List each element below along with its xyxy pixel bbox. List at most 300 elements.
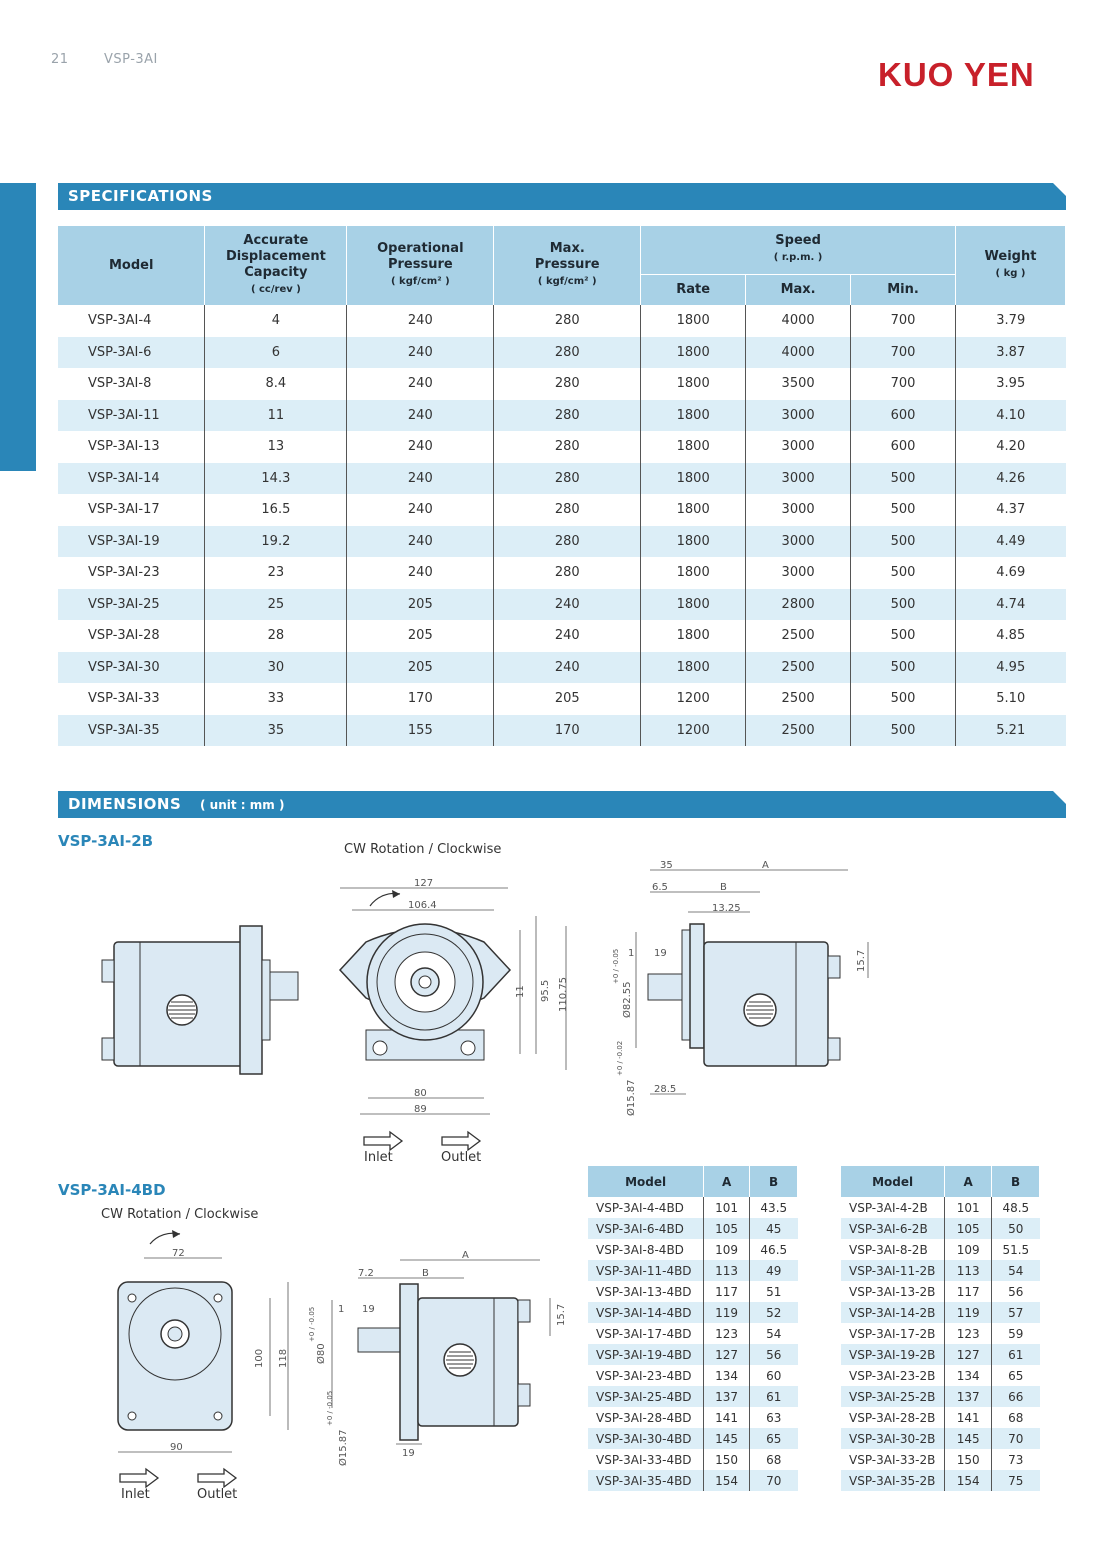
- variant-4bd-title: VSP-3AI-4BD: [58, 1181, 166, 1199]
- table-cell: 240: [347, 494, 494, 526]
- pump-2b-front-view: [330, 870, 590, 1130]
- table-cell: VSP-3AI-8-4BD: [596, 1242, 684, 1257]
- table-cell: 240: [347, 557, 494, 589]
- table-cell: VSP-3AI-4-4BD: [596, 1200, 684, 1215]
- table-cell: VSP-3AI-28: [58, 620, 205, 652]
- dim-106-4: 106.4: [408, 900, 437, 911]
- table-cell: 4.10: [955, 400, 1065, 432]
- dim-13-25: 13.25: [712, 903, 741, 914]
- dim-6-5: 6.5: [652, 882, 668, 893]
- dim-1: 1: [628, 948, 635, 959]
- table-cell: 500: [851, 526, 956, 558]
- table-cell: VSP-3AI-17: [58, 494, 205, 526]
- table-cell: 101: [945, 1197, 992, 1218]
- table-cell: VSP-3AI-4-2B: [849, 1200, 928, 1215]
- table-cell: 240: [347, 368, 494, 400]
- table-cell: 57: [992, 1302, 1040, 1323]
- table-row: [588, 1302, 798, 1323]
- dim-100: 100: [254, 1348, 265, 1368]
- table-cell: 4.49: [955, 526, 1065, 558]
- pump-2b-side-view: [100, 920, 310, 1080]
- table-cell: 2500: [746, 652, 851, 684]
- col-model-4bd: Model: [588, 1166, 704, 1197]
- col-speed-min: Min.: [851, 274, 956, 305]
- table-cell: VSP-3AI-25-4BD: [588, 1386, 704, 1407]
- table-cell: 137: [704, 1386, 750, 1407]
- specifications-title: SPECIFICATIONS: [68, 187, 213, 205]
- dim-118: 118: [278, 1348, 289, 1368]
- table-cell: 2800: [746, 589, 851, 621]
- table-row: [588, 1281, 798, 1302]
- table-cell: 3.79: [996, 313, 1026, 329]
- table-cell: 43.5: [750, 1197, 798, 1218]
- dim-90: 90: [170, 1442, 183, 1453]
- table-cell: 13: [205, 431, 347, 463]
- table-cell: VSP-3AI-35-2B: [841, 1470, 945, 1491]
- dim-89: 89: [414, 1104, 427, 1115]
- table-cell: 23: [205, 557, 347, 589]
- table-cell: VSP-3AI-25: [58, 589, 205, 621]
- col-b-2b: B: [992, 1166, 1040, 1197]
- table-cell: 109: [945, 1239, 992, 1260]
- table-row: [58, 431, 1066, 463]
- table-cell: 61: [750, 1386, 798, 1407]
- table-cell: 4.69: [996, 565, 1026, 581]
- table-cell: VSP-3AI-6-4BD: [588, 1218, 704, 1239]
- table-cell: 35: [205, 715, 347, 747]
- col-speed: Speed ( r.p.m. ): [641, 226, 956, 274]
- table-cell: VSP-3AI-17-4BD: [596, 1326, 692, 1341]
- table-cell: 240: [347, 431, 494, 463]
- table-cell: 145: [704, 1428, 750, 1449]
- table-cell: 109: [704, 1239, 750, 1260]
- variant-2b-title: VSP-3AI-2B: [58, 832, 154, 850]
- table-cell: 1800: [641, 305, 746, 337]
- pump-4bd-front-view: [100, 1226, 310, 1466]
- variant-4bd-outlet-label: Outlet: [197, 1487, 238, 1502]
- table-cell: 500: [851, 620, 956, 652]
- table-row: [588, 1428, 798, 1449]
- dim-95-5: 95.5: [540, 979, 551, 1002]
- col-weight: Weight ( kg ): [955, 226, 1065, 305]
- dim-7-2: 7.2: [358, 1268, 374, 1279]
- table-cell: 240: [347, 400, 494, 432]
- table-cell: 154: [704, 1470, 750, 1491]
- table-cell: 240: [494, 620, 641, 652]
- table-cell: 1200: [641, 683, 746, 715]
- table-cell: 3000: [746, 494, 851, 526]
- table-cell: 14.3: [205, 463, 347, 495]
- col-max-pressure: Max. Pressure ( kgf/cm² ): [494, 226, 641, 305]
- table-row: [588, 1470, 798, 1491]
- table-cell: 240: [347, 526, 494, 558]
- table-cell: 105: [945, 1218, 992, 1239]
- col-model-2b: Model: [841, 1166, 945, 1197]
- table-cell: 1800: [641, 368, 746, 400]
- table-cell: 145: [945, 1428, 992, 1449]
- table-cell: 170: [347, 683, 494, 715]
- dim-82-55: Ø82.55: [622, 981, 633, 1018]
- table-row: [588, 1239, 798, 1260]
- col-speed-rate: Rate: [641, 274, 746, 305]
- table-cell: 1800: [641, 337, 746, 369]
- dim-15-7-4bd: 15.7: [556, 1303, 567, 1326]
- page-number: 21: [51, 52, 69, 67]
- dim-110-75: 110.75: [558, 977, 569, 1012]
- dim-72: 72: [172, 1248, 185, 1259]
- table-cell: 280: [494, 526, 641, 558]
- table-cell: VSP-3AI-8: [58, 368, 205, 400]
- table-row: [58, 652, 1066, 684]
- table-cell: 205: [347, 652, 494, 684]
- dim-80-4bd: Ø80: [316, 1343, 327, 1364]
- col-model: Model: [58, 226, 205, 305]
- table-cell: VSP-3AI-14: [58, 463, 205, 495]
- table-row: [588, 1323, 798, 1344]
- table-cell: VSP-3AI-4: [58, 305, 205, 337]
- table-cell: 280: [494, 305, 641, 337]
- table-cell: 137: [945, 1386, 992, 1407]
- table-cell: VSP-3AI-28-2B: [849, 1410, 936, 1425]
- dim-11: 11: [515, 985, 526, 998]
- table-cell: VSP-3AI-19-2B: [841, 1344, 945, 1365]
- table-row: [58, 589, 1066, 621]
- table-row: [841, 1386, 1040, 1407]
- table-cell: 16.5: [205, 494, 347, 526]
- dim-a-4bd: A: [462, 1250, 469, 1261]
- table-cell: 141: [945, 1407, 992, 1428]
- table-cell: 205: [494, 683, 641, 715]
- table-cell: 56: [750, 1344, 798, 1365]
- table-cell: 52: [750, 1302, 798, 1323]
- table-cell: 127: [945, 1344, 992, 1365]
- table-cell: VSP-3AI-33-4BD: [596, 1452, 692, 1467]
- table-row: [58, 368, 1066, 400]
- table-cell: 2500: [746, 715, 851, 747]
- table-row: [58, 463, 1066, 495]
- table-cell: 25: [205, 589, 347, 621]
- col-operational-pressure: Operational Pressure ( kgf/cm² ): [347, 226, 494, 305]
- table-cell: 101: [704, 1197, 750, 1218]
- table-cell: 105: [704, 1218, 750, 1239]
- table-cell: 4.74: [955, 589, 1065, 621]
- table-cell: 5.10: [996, 691, 1026, 707]
- table-cell: 56: [992, 1281, 1040, 1302]
- kuo-yen-logo: [876, 54, 1060, 94]
- dim-15-7: 15.7: [856, 949, 867, 972]
- table-row: [588, 1407, 798, 1428]
- table-cell: 700: [851, 305, 956, 337]
- table-cell: VSP-3AI-19: [58, 526, 205, 558]
- table-row: [841, 1260, 1040, 1281]
- table-cell: 117: [945, 1281, 992, 1302]
- table-cell: 134: [704, 1365, 750, 1386]
- table-cell: 3.95: [996, 376, 1026, 392]
- table-cell: 3.87: [955, 337, 1065, 369]
- table-cell: 60: [750, 1365, 798, 1386]
- table-row: [588, 1197, 798, 1218]
- table-cell: VSP-3AI-25-2B: [841, 1386, 945, 1407]
- variant-2b-rotation: CW Rotation / Clockwise: [344, 842, 502, 857]
- table-cell: 70: [992, 1428, 1040, 1449]
- dim-a: A: [762, 860, 769, 871]
- variant-2b-outlet-label: Outlet: [441, 1150, 482, 1165]
- table-row: [841, 1470, 1040, 1491]
- table-cell: VSP-3AI-8-2B: [849, 1242, 928, 1257]
- table-cell: VSP-3AI-11-2B: [841, 1260, 945, 1281]
- table-cell: 50: [992, 1218, 1040, 1239]
- table-cell: 134: [945, 1365, 992, 1386]
- table-cell: 1800: [641, 526, 746, 558]
- table-cell: VSP-3AI-28-4BD: [596, 1410, 692, 1425]
- tol-82-55: +0 / -0.05: [612, 948, 620, 984]
- table-row: [588, 1386, 798, 1407]
- dim-80: 80: [414, 1088, 427, 1099]
- dim-19: 19: [654, 948, 667, 959]
- dimensions-title: DIMENSIONS: [68, 795, 182, 813]
- col-speed-max: Max.: [746, 274, 851, 305]
- table-cell: 205: [347, 620, 494, 652]
- table-cell: 11: [205, 400, 347, 432]
- table-cell: 4000: [746, 305, 851, 337]
- dim-1-4bd: 1: [338, 1304, 345, 1315]
- table-cell: 240: [494, 589, 641, 621]
- table-cell: VSP-3AI-13: [58, 431, 205, 463]
- table-cell: 500: [851, 715, 956, 747]
- table-row: [841, 1197, 1040, 1218]
- table-cell: 155: [347, 715, 494, 747]
- table-cell: VSP-3AI-13-4BD: [596, 1284, 692, 1299]
- table-cell: 119: [704, 1302, 750, 1323]
- table-cell: VSP-3AI-30-4BD: [588, 1428, 704, 1449]
- table-cell: VSP-3AI-11: [58, 400, 205, 432]
- table-row: [841, 1344, 1040, 1365]
- table-cell: 150: [945, 1449, 992, 1470]
- table-cell: 51.5: [992, 1239, 1040, 1260]
- table-cell: VSP-3AI-19-4BD: [588, 1344, 704, 1365]
- table-cell: VSP-3AI-33-2B: [849, 1452, 936, 1467]
- table-cell: VSP-3AI-23-4BD: [596, 1368, 692, 1383]
- table-cell: 1800: [641, 431, 746, 463]
- table-row: [58, 683, 1066, 715]
- table-cell: 240: [494, 652, 641, 684]
- table-cell: 700: [851, 337, 956, 369]
- table-cell: 4000: [746, 337, 851, 369]
- table-cell: 54: [992, 1260, 1040, 1281]
- table-row: [58, 715, 1066, 747]
- table-cell: 3000: [746, 526, 851, 558]
- tol-80: +0 / -0.05: [308, 1306, 316, 1342]
- table-cell: 28: [205, 620, 347, 652]
- table-row: [58, 494, 1066, 526]
- table-cell: 3000: [746, 557, 851, 589]
- table-cell: 1800: [641, 463, 746, 495]
- col-b-4bd: B: [750, 1166, 798, 1197]
- table-cell: 280: [494, 337, 641, 369]
- table-cell: 3000: [746, 431, 851, 463]
- table-cell: 123: [945, 1323, 992, 1344]
- dim-b: B: [720, 882, 727, 893]
- table-row: [58, 620, 1066, 652]
- table-cell: 170: [494, 715, 641, 747]
- inlet-arrow-icon: [362, 1131, 406, 1151]
- table-cell: 240: [347, 305, 494, 337]
- table-cell: 2500: [746, 683, 851, 715]
- table-cell: 6: [205, 337, 347, 369]
- table-cell: 68: [750, 1449, 798, 1470]
- col-a-2b: A: [945, 1166, 992, 1197]
- inlet-arrow-icon: [118, 1468, 162, 1488]
- table-row: [841, 1239, 1040, 1260]
- table-row: [841, 1218, 1040, 1239]
- table-cell: 113: [704, 1260, 750, 1281]
- table-cell: 205: [347, 589, 494, 621]
- table-row: [588, 1365, 798, 1386]
- table-cell: 3000: [746, 463, 851, 495]
- dim-b-4bd: B: [422, 1268, 429, 1279]
- table-row: [58, 305, 1066, 337]
- table-cell: 68: [992, 1407, 1040, 1428]
- table-cell: VSP-3AI-14-4BD: [588, 1302, 704, 1323]
- dim-28-5: 28.5: [654, 1084, 677, 1095]
- dim-19-4bd: 19: [362, 1304, 375, 1315]
- pump-2b-right-view: [600, 850, 890, 1120]
- table-cell: 500: [851, 589, 956, 621]
- table-cell: VSP-3AI-30: [58, 652, 205, 684]
- table-cell: 141: [704, 1407, 750, 1428]
- table-cell: 66: [992, 1386, 1040, 1407]
- tol-15-87-4bd: +0 / -0.05: [326, 1390, 334, 1426]
- table-cell: 500: [851, 463, 956, 495]
- pump-4bd-side-view: [308, 1240, 578, 1475]
- table-cell: 48.5: [992, 1197, 1040, 1218]
- variant-4bd-rotation: CW Rotation / Clockwise: [101, 1207, 259, 1222]
- table-row: [58, 400, 1066, 432]
- table-cell: 150: [704, 1449, 750, 1470]
- table-cell: 4: [205, 305, 347, 337]
- table-cell: 1800: [641, 557, 746, 589]
- table-cell: 49: [750, 1260, 798, 1281]
- table-row: [841, 1365, 1040, 1386]
- table-cell: 1800: [641, 494, 746, 526]
- table-cell: 1800: [641, 400, 746, 432]
- table-row: [58, 526, 1066, 558]
- table-cell: 2500: [746, 620, 851, 652]
- table-cell: 59: [992, 1323, 1040, 1344]
- table-cell: 75: [992, 1470, 1040, 1491]
- table-row: [841, 1281, 1040, 1302]
- table-row: [588, 1218, 798, 1239]
- table-cell: VSP-3AI-33: [58, 683, 205, 715]
- table-cell: 70: [750, 1470, 798, 1491]
- table-cell: 46.5: [750, 1239, 798, 1260]
- outlet-arrow-icon: [196, 1468, 240, 1488]
- table-row: [58, 337, 1066, 369]
- col-a-4bd: A: [704, 1166, 750, 1197]
- table-row: [588, 1449, 798, 1470]
- table-cell: 280: [494, 431, 641, 463]
- table-cell: 63: [750, 1407, 798, 1428]
- table-row: [841, 1449, 1040, 1470]
- table-cell: 280: [494, 557, 641, 589]
- table-row: [588, 1344, 798, 1365]
- table-cell: VSP-3AI-6-2B: [841, 1218, 945, 1239]
- table-cell: VSP-3AI-30-2B: [841, 1428, 945, 1449]
- table-row: [841, 1407, 1040, 1428]
- table-cell: 4.26: [955, 463, 1065, 495]
- table-cell: 500: [851, 652, 956, 684]
- table-cell: 1200: [641, 715, 746, 747]
- variant-4bd-inlet-label: Inlet: [121, 1487, 150, 1502]
- dim-15-87-4bd: Ø15.87: [338, 1429, 349, 1466]
- outlet-arrow-icon: [440, 1131, 484, 1151]
- brand-text: KUO YEN: [878, 56, 1035, 93]
- table-cell: 240: [347, 463, 494, 495]
- table-cell: 154: [945, 1470, 992, 1491]
- table-cell: 5.21: [955, 715, 1065, 747]
- table-cell: 500: [851, 557, 956, 589]
- table-cell: 4.85: [996, 628, 1026, 644]
- table-cell: 280: [494, 494, 641, 526]
- table-cell: 1800: [641, 589, 746, 621]
- table-cell: 54: [750, 1323, 798, 1344]
- table-row: [841, 1428, 1040, 1449]
- table-row: [841, 1302, 1040, 1323]
- table-cell: VSP-3AI-17-2B: [849, 1326, 936, 1341]
- table-cell: VSP-3AI-35-4BD: [588, 1470, 704, 1491]
- table-cell: 600: [851, 400, 956, 432]
- table-cell: 700: [851, 368, 956, 400]
- table-cell: 117: [704, 1281, 750, 1302]
- table-cell: 280: [494, 463, 641, 495]
- table-cell: VSP-3AI-14-2B: [841, 1302, 945, 1323]
- table-cell: 65: [992, 1365, 1040, 1386]
- table-row: [588, 1260, 798, 1281]
- dim-35: 35: [660, 860, 673, 871]
- table-cell: 1800: [641, 652, 746, 684]
- dim-127: 127: [414, 878, 434, 889]
- page-model-label: VSP-3AI: [104, 52, 158, 67]
- table-cell: 4.20: [996, 439, 1026, 455]
- table-cell: 119: [945, 1302, 992, 1323]
- table-cell: 45: [750, 1218, 798, 1239]
- table-cell: 4.95: [955, 652, 1065, 684]
- table-cell: VSP-3AI-13-2B: [849, 1284, 936, 1299]
- dimensions-table-2b: [841, 1166, 1040, 1491]
- table-cell: 280: [494, 368, 641, 400]
- variant-2b-inlet-label: Inlet: [364, 1150, 393, 1165]
- table-cell: 240: [347, 337, 494, 369]
- table-cell: 127: [704, 1344, 750, 1365]
- table-cell: 73: [992, 1449, 1040, 1470]
- table-cell: 280: [494, 400, 641, 432]
- tol-15-87: +0 / -0.02: [616, 1040, 624, 1076]
- table-cell: VSP-3AI-11-4BD: [588, 1260, 704, 1281]
- table-cell: 600: [851, 431, 956, 463]
- dim-19b-4bd: 19: [402, 1448, 415, 1459]
- table-cell: 19.2: [205, 526, 347, 558]
- table-cell: 3000: [746, 400, 851, 432]
- table-row: [841, 1323, 1040, 1344]
- dimensions-table-4bd: [588, 1166, 798, 1491]
- table-cell: 3500: [746, 368, 851, 400]
- table-cell: 4.37: [996, 502, 1026, 518]
- table-cell: VSP-3AI-23-2B: [849, 1368, 936, 1383]
- table-cell: VSP-3AI-6: [58, 337, 205, 369]
- table-cell: 61: [992, 1344, 1040, 1365]
- col-displacement: Accurate Displacement Capacity ( cc/rev ): [205, 226, 347, 305]
- table-cell: 8.4: [205, 368, 347, 400]
